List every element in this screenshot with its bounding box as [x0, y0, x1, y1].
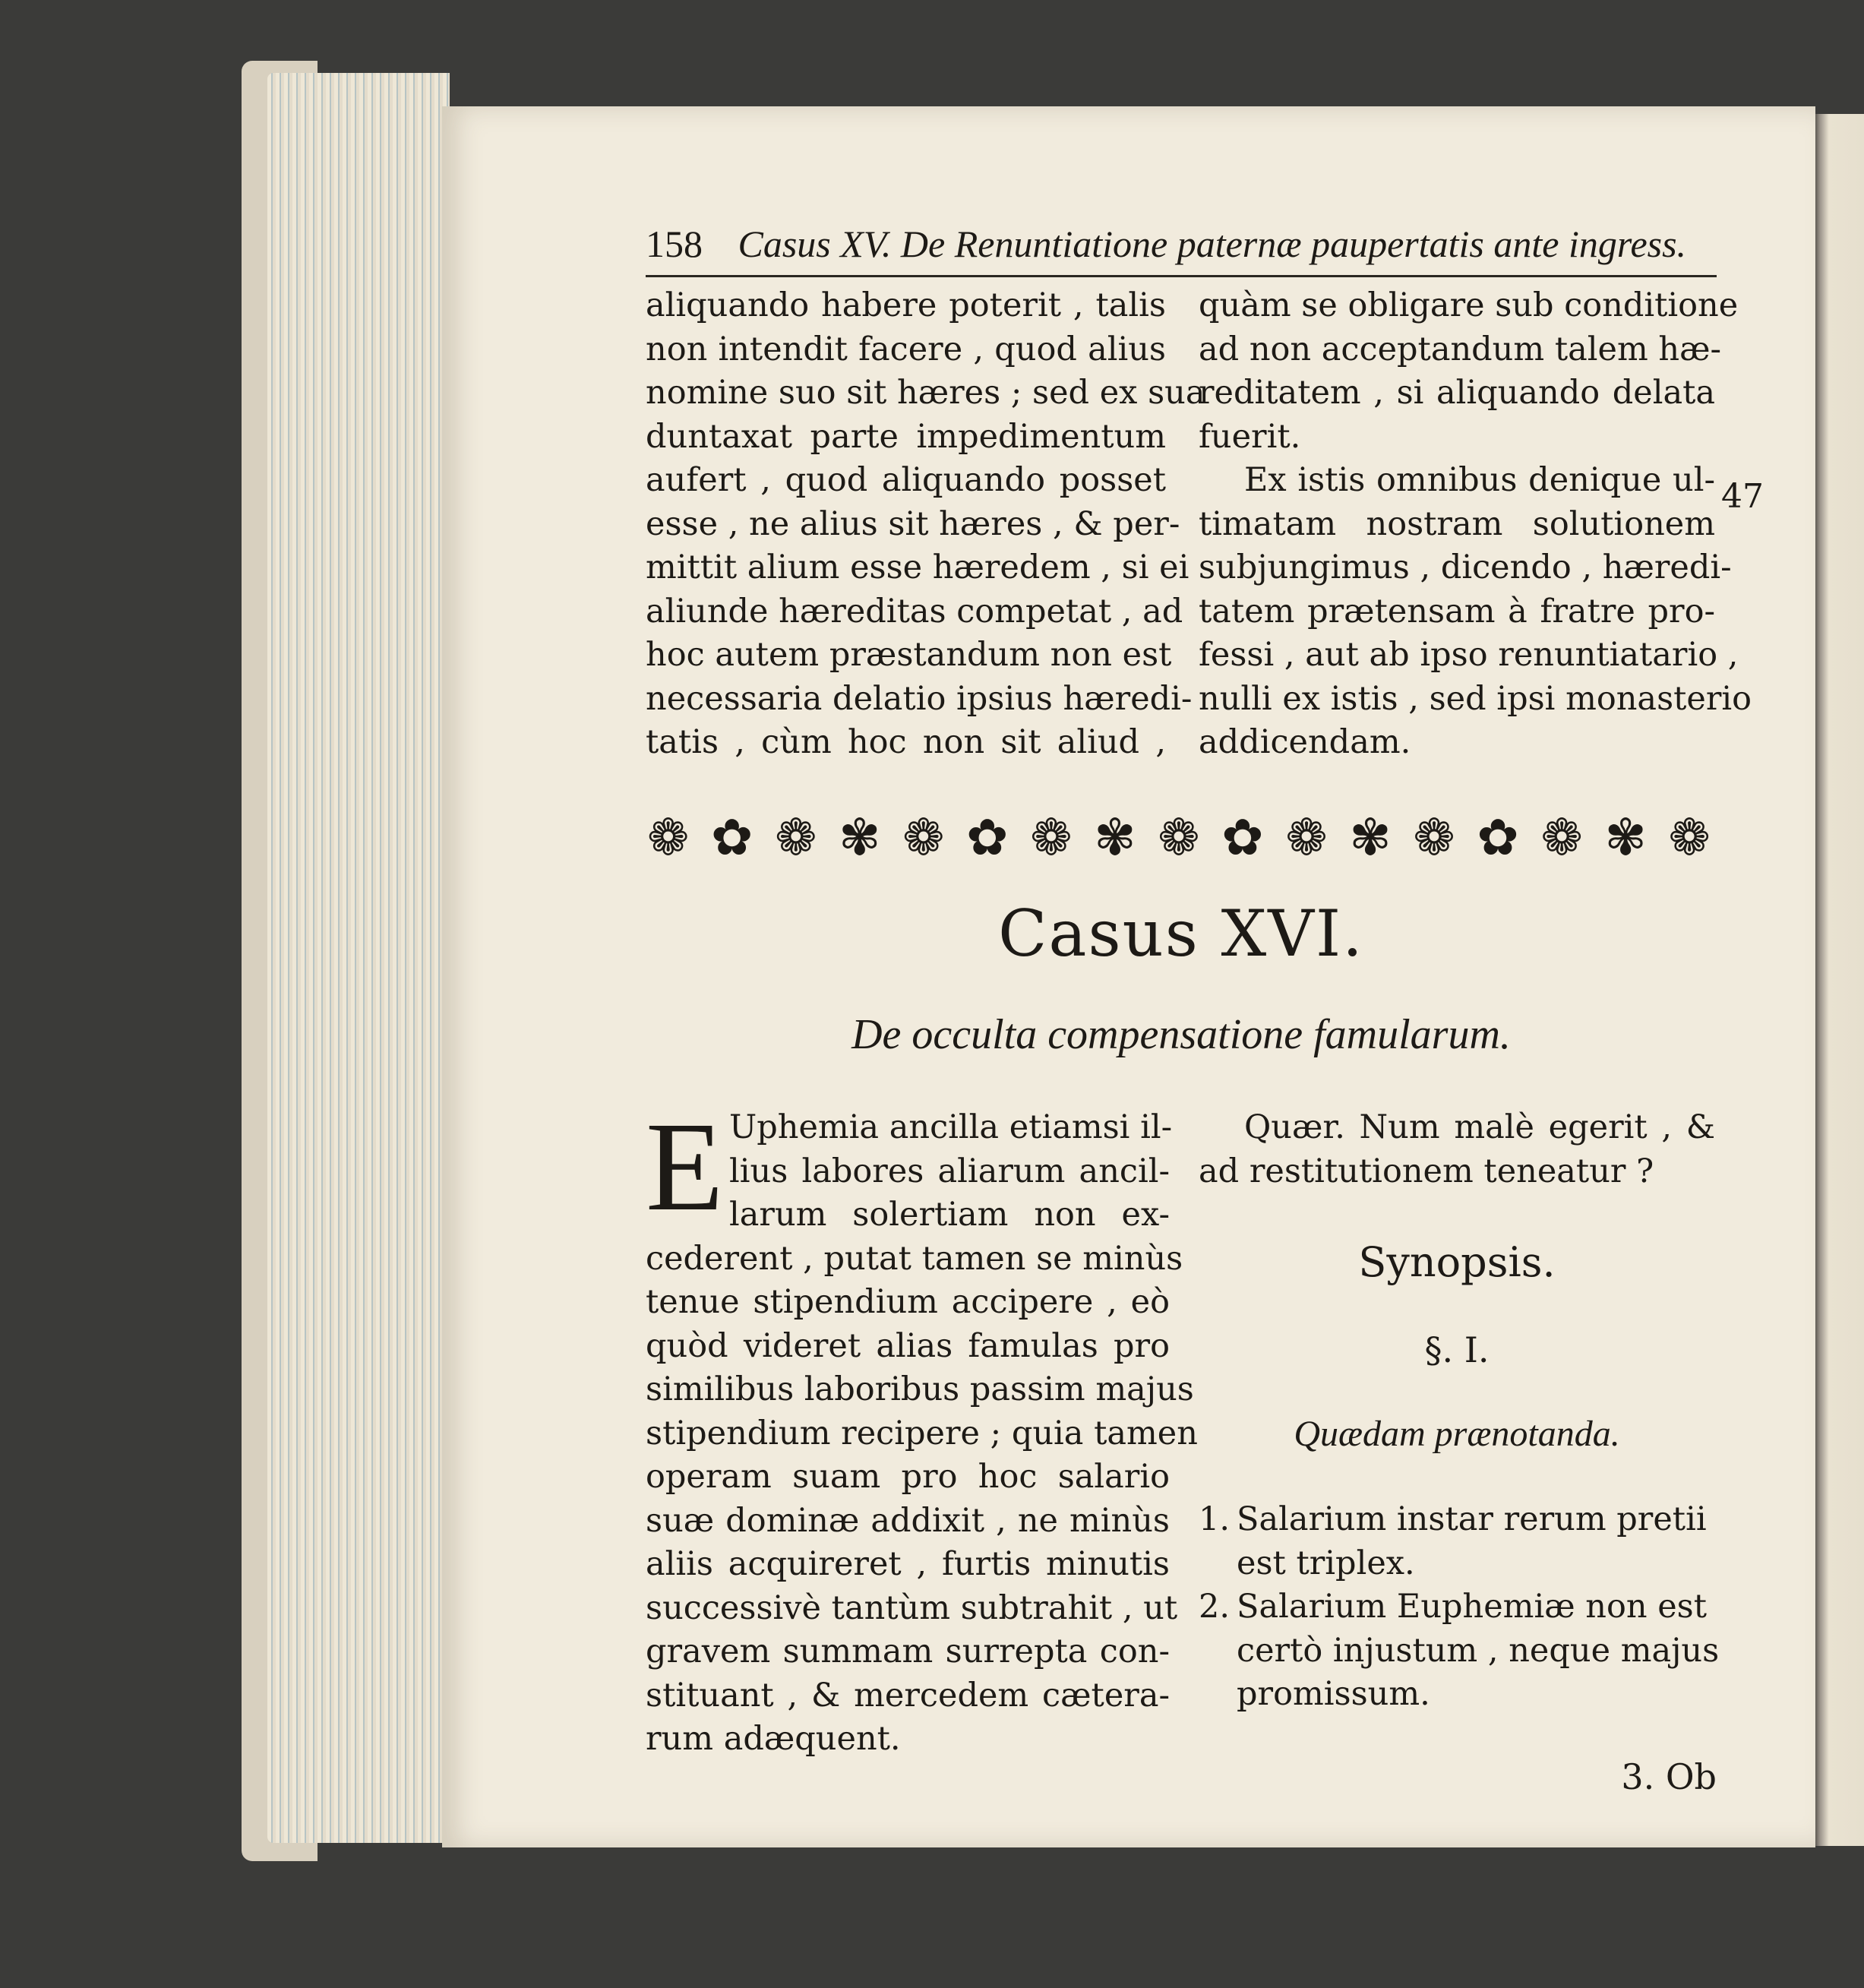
text-line: similibus laboribus passim majus	[646, 1370, 1194, 1408]
text-line: ad restitutionem teneatur ?	[1199, 1152, 1654, 1190]
text-line: Salarium Euphemiæ non est	[1237, 1588, 1708, 1626]
running-title: Casus XV. De Renuntiatione paternæ paupertatis ante ingress.	[738, 223, 1687, 265]
ornament-icon: ❁	[1285, 808, 1328, 867]
text-line: aliquando habere poterit , talis	[646, 286, 1166, 324]
text-line: fessi , aut ab ipso renuntiatario ,	[1199, 636, 1739, 674]
text-line: tatis , cùm hoc non sit aliud ,	[646, 723, 1166, 761]
ornament-icon: ✿	[966, 808, 1009, 867]
chapter-title: Casus XVI.	[998, 896, 1364, 971]
text-line: lius labores aliarum ancil-	[729, 1152, 1170, 1190]
ornament-icon: ✾	[1094, 808, 1136, 867]
text-line: suæ dominæ addixit , ne minùs	[646, 1501, 1170, 1540]
chapter-subtitle: De occulta compensatione famularum.	[851, 1011, 1511, 1058]
text-line: aliis acquireret , furtis minutis	[646, 1545, 1170, 1583]
section-title: Quædam prænotanda.	[1294, 1414, 1620, 1454]
ornament-icon: ✾	[1349, 808, 1392, 867]
drop-cap: E	[646, 1096, 724, 1237]
text-line: necessaria delatio ipsius hæredi-	[646, 679, 1193, 718]
text-line: operam suam pro hoc salario	[646, 1458, 1170, 1496]
ornament-icon: ✿	[711, 808, 753, 867]
text-line: nulli ex istis , sed ipsi monasterio	[1199, 679, 1752, 718]
text-line: Ex istis omnibus denique ul-	[1244, 461, 1715, 499]
text-line: quòd videret alias famulas pro	[646, 1326, 1170, 1365]
text-line: stituant , & mercedem cætera-	[646, 1676, 1170, 1715]
text-line: cederent , putat tamen se minùs	[646, 1239, 1183, 1278]
ornament-icon: ✾	[839, 808, 881, 867]
ornament-icon: ❁	[1158, 808, 1200, 867]
left-column-top	[646, 284, 1205, 765]
text-line: hoc autem præstandum non est	[646, 636, 1172, 674]
text-line: Salarium instar rerum pretii	[1237, 1500, 1707, 1538]
text-line: ad non acceptandum talem hæ-	[1199, 330, 1722, 368]
text-line: est triplex.	[1237, 1544, 1415, 1582]
page-edges	[267, 73, 450, 1843]
facing-page-edge	[1814, 114, 1864, 1846]
ornament-icon: ❁	[902, 808, 945, 867]
text-line: fuerit.	[1199, 417, 1301, 456]
text-line: reditatem , si aliquando delata	[1199, 374, 1715, 412]
section-mark: §. I.	[1424, 1329, 1490, 1370]
synopsis-list	[1199, 1498, 1720, 1717]
item-number: 2.	[1199, 1588, 1231, 1626]
ornament-icon: ✿	[1221, 808, 1264, 867]
text-line: aufert , quod aliquando posset	[646, 461, 1166, 499]
text-line: subjungimus , dicendo , hæredi-	[1199, 548, 1732, 586]
text-line: addicendam.	[1199, 723, 1411, 761]
list-item	[1199, 1498, 1715, 1585]
left-column-bottom	[646, 1106, 1198, 1762]
header-rule	[646, 275, 1717, 277]
margin-number: 47	[1721, 477, 1764, 516]
text-line: stipendium recipere ; quia tamen	[646, 1414, 1198, 1452]
text-line: gravem summam surrepta con-	[646, 1632, 1170, 1670]
synopsis-title: Synopsis.	[1358, 1238, 1556, 1286]
question	[1199, 1106, 1715, 1193]
text-line: quàm se obligare sub conditione	[1199, 286, 1739, 324]
text-line: non intendit facere , quod alius	[646, 330, 1166, 368]
item-number: 1.	[1199, 1500, 1231, 1538]
ornament-icon: ❁	[1030, 808, 1073, 867]
text-line: timatam nostram solutionem	[1199, 504, 1715, 543]
running-header	[646, 222, 1717, 272]
ornament-icon: ❁	[1540, 808, 1583, 867]
text-line: promissum.	[1237, 1675, 1430, 1713]
text-line: rum adæquent.	[646, 1720, 901, 1758]
ornament-icon: ✿	[1477, 808, 1519, 867]
text-line: aliunde hæreditas competat , ad	[646, 592, 1183, 631]
text-line: nomine suo sit hæres ; sed ex sua	[646, 374, 1205, 412]
text-line: certò injustum , neque majus	[1237, 1631, 1720, 1670]
ornament-icon: ❁	[1668, 808, 1711, 867]
text-line: successivè tantùm subtrahit , ut	[646, 1588, 1178, 1627]
ornament-icon: ❁	[1413, 808, 1455, 867]
list-item	[1199, 1585, 1720, 1717]
catchword: 3. Ob	[1621, 1756, 1717, 1797]
text-line: larum solertiam non ex-	[729, 1196, 1170, 1234]
ornament-band	[647, 807, 1711, 868]
ornament-icon: ✾	[1604, 808, 1647, 867]
text-line: Uphemia ancilla etiamsi il-	[729, 1108, 1173, 1146]
text-line: duntaxat parte impedimentum	[646, 417, 1166, 456]
text-line: mittit alium esse hæredem , si ei	[646, 548, 1189, 586]
text-line: tatem prætensam à fratre pro-	[1199, 592, 1715, 631]
ornament-icon: ❁	[775, 808, 817, 867]
text-line: Quær. Num malè egerit , &	[1244, 1108, 1715, 1146]
ornament-icon: ❁	[647, 808, 690, 867]
page-number: 158	[646, 223, 703, 265]
text-line: tenue stipendium accipere , eò	[646, 1283, 1170, 1321]
text-line: esse , ne alius sit hæres , & per-	[646, 504, 1180, 543]
